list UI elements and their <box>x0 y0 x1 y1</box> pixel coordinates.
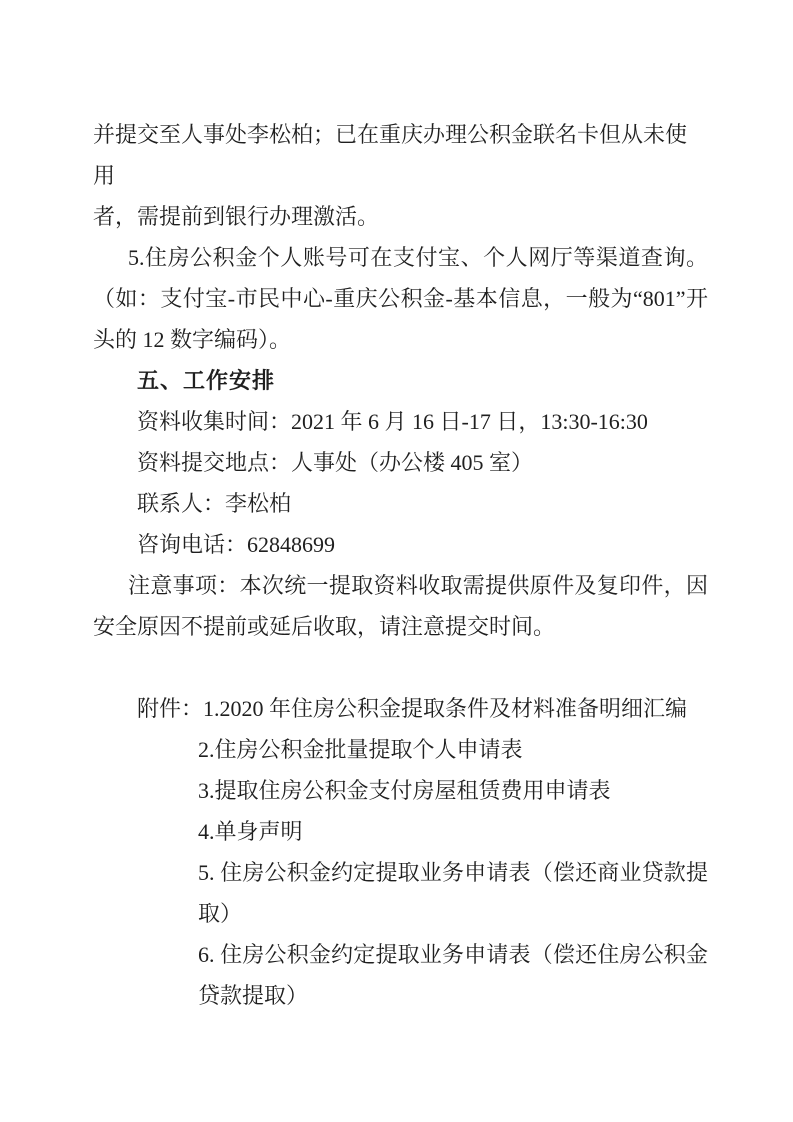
section-heading-work-arrangement: 五、工作安排 <box>137 368 276 393</box>
line-notes-1: 注意事项：本次统一提取资料收取需提供原件及复印件，因 <box>128 573 708 598</box>
blank-line <box>93 647 708 688</box>
attachment-item-3: 3.提取住房公积金支付房屋租赁费用申请表 <box>198 778 611 803</box>
attachment-item-5-line-1: 5. 住房公积金约定提取业务申请表（偿还商业贷款提 <box>198 860 708 885</box>
para-item5-line-1: 5.住房公积金个人账号可在支付宝、个人网厅等渠道查询。 <box>128 245 708 270</box>
para-carryover-line-1: 并提交至人事处李松柏；已在重庆办理公积金联名卡但从未使用 <box>93 122 688 188</box>
attachment-item-4: 4.单身声明 <box>198 819 303 844</box>
document-content <box>93 114 708 1016</box>
attachment-item-6-line-2: 贷款提取） <box>198 983 309 1008</box>
attachment-item-2: 2.住房公积金批量提取个人申请表 <box>198 737 523 762</box>
line-contact-phone: 咨询电话：62848699 <box>137 532 336 557</box>
attachment-item-6-line-1: 6. 住房公积金约定提取业务申请表（偿还住房公积金 <box>198 942 708 967</box>
line-collection-time: 资料收集时间：2021 年 6 月 16 日-17 日，13:30-16:30 <box>137 409 648 434</box>
attachment-item-1: 附件：1.2020 年住房公积金提取条件及材料准备明细汇编 <box>137 696 688 721</box>
line-notes-2: 安全原因不提前或延后收取，请注意提交时间。 <box>93 614 556 639</box>
para-carryover-line-2: 者，需提前到银行办理激活。 <box>93 204 380 229</box>
para-item5-line-3: 头的 12 数字编码）。 <box>93 327 292 352</box>
para-item5-line-2: （如：支付宝-市民中心-重庆公积金-基本信息，一般为“801”开 <box>93 286 708 311</box>
line-contact-person: 联系人：李松柏 <box>137 491 292 516</box>
line-submission-location: 资料提交地点：人事处（办公楼 405 室） <box>137 450 534 475</box>
attachment-item-5-line-2: 取） <box>198 901 243 926</box>
